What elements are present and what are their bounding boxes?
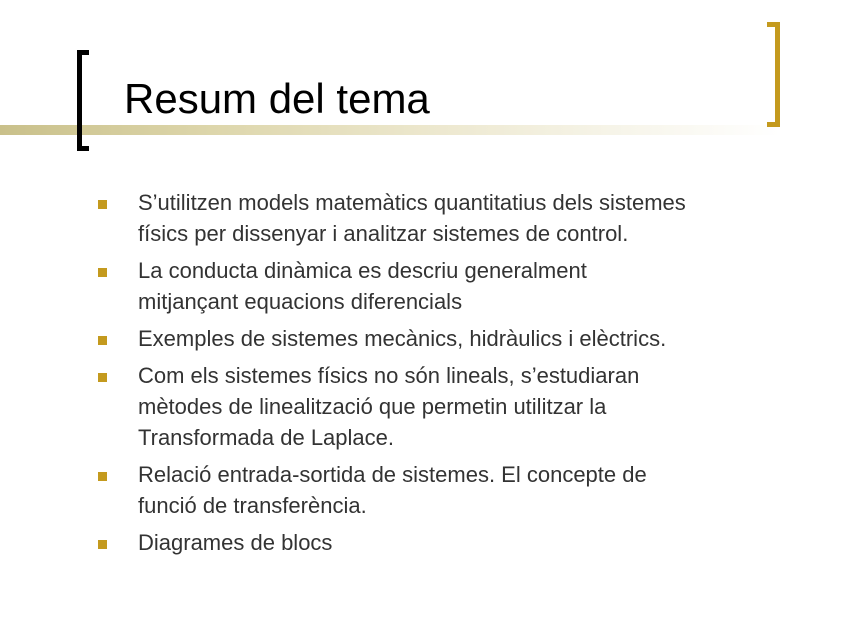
square-bullet-icon — [98, 540, 107, 549]
right-bracket-decoration — [767, 22, 780, 127]
square-bullet-icon — [98, 268, 107, 277]
bullet-text-line: Transformada de Laplace. — [138, 425, 394, 450]
bullet-list — [0, 187, 848, 564]
bullet-text-line: S’utilitzen models matemàtics quantitatius dels sistemes — [138, 190, 686, 215]
bullet-text-line: Relació entrada-sortida de sistemes. El concepte de — [138, 462, 647, 487]
bullet-item — [0, 187, 848, 249]
bullet-text-line: físics per dissenyar i analitzar sistemes de control. — [138, 221, 629, 246]
bullet-text-line: Diagrames de blocs — [138, 530, 333, 555]
bullet-item — [0, 323, 848, 354]
square-bullet-icon — [98, 336, 107, 345]
bullet-item — [0, 527, 848, 558]
left-bracket-decoration — [77, 50, 89, 151]
bullet-item — [0, 459, 848, 521]
bullet-text-line: Exemples de sistemes mecànics, hidràulics i elèctrics. — [138, 326, 667, 351]
bullet-item — [0, 360, 848, 453]
bullet-text-line: funció de transferència. — [138, 493, 367, 518]
bullet-item — [0, 255, 848, 317]
bullet-text-line: mètodes de linealització que permetin utilitzar la — [138, 394, 607, 419]
title-underline-decoration — [0, 125, 848, 135]
slide-title: Resum del tema — [124, 75, 430, 122]
square-bullet-icon — [98, 373, 107, 382]
bullet-text-line: Com els sistemes físics no són lineals, s’estudiaran — [138, 363, 640, 388]
square-bullet-icon — [98, 472, 107, 481]
bullet-text-line: La conducta dinàmica es descriu generalment — [138, 258, 587, 283]
bullet-text-line: mitjançant equacions diferencials — [138, 289, 463, 314]
square-bullet-icon — [98, 200, 107, 209]
